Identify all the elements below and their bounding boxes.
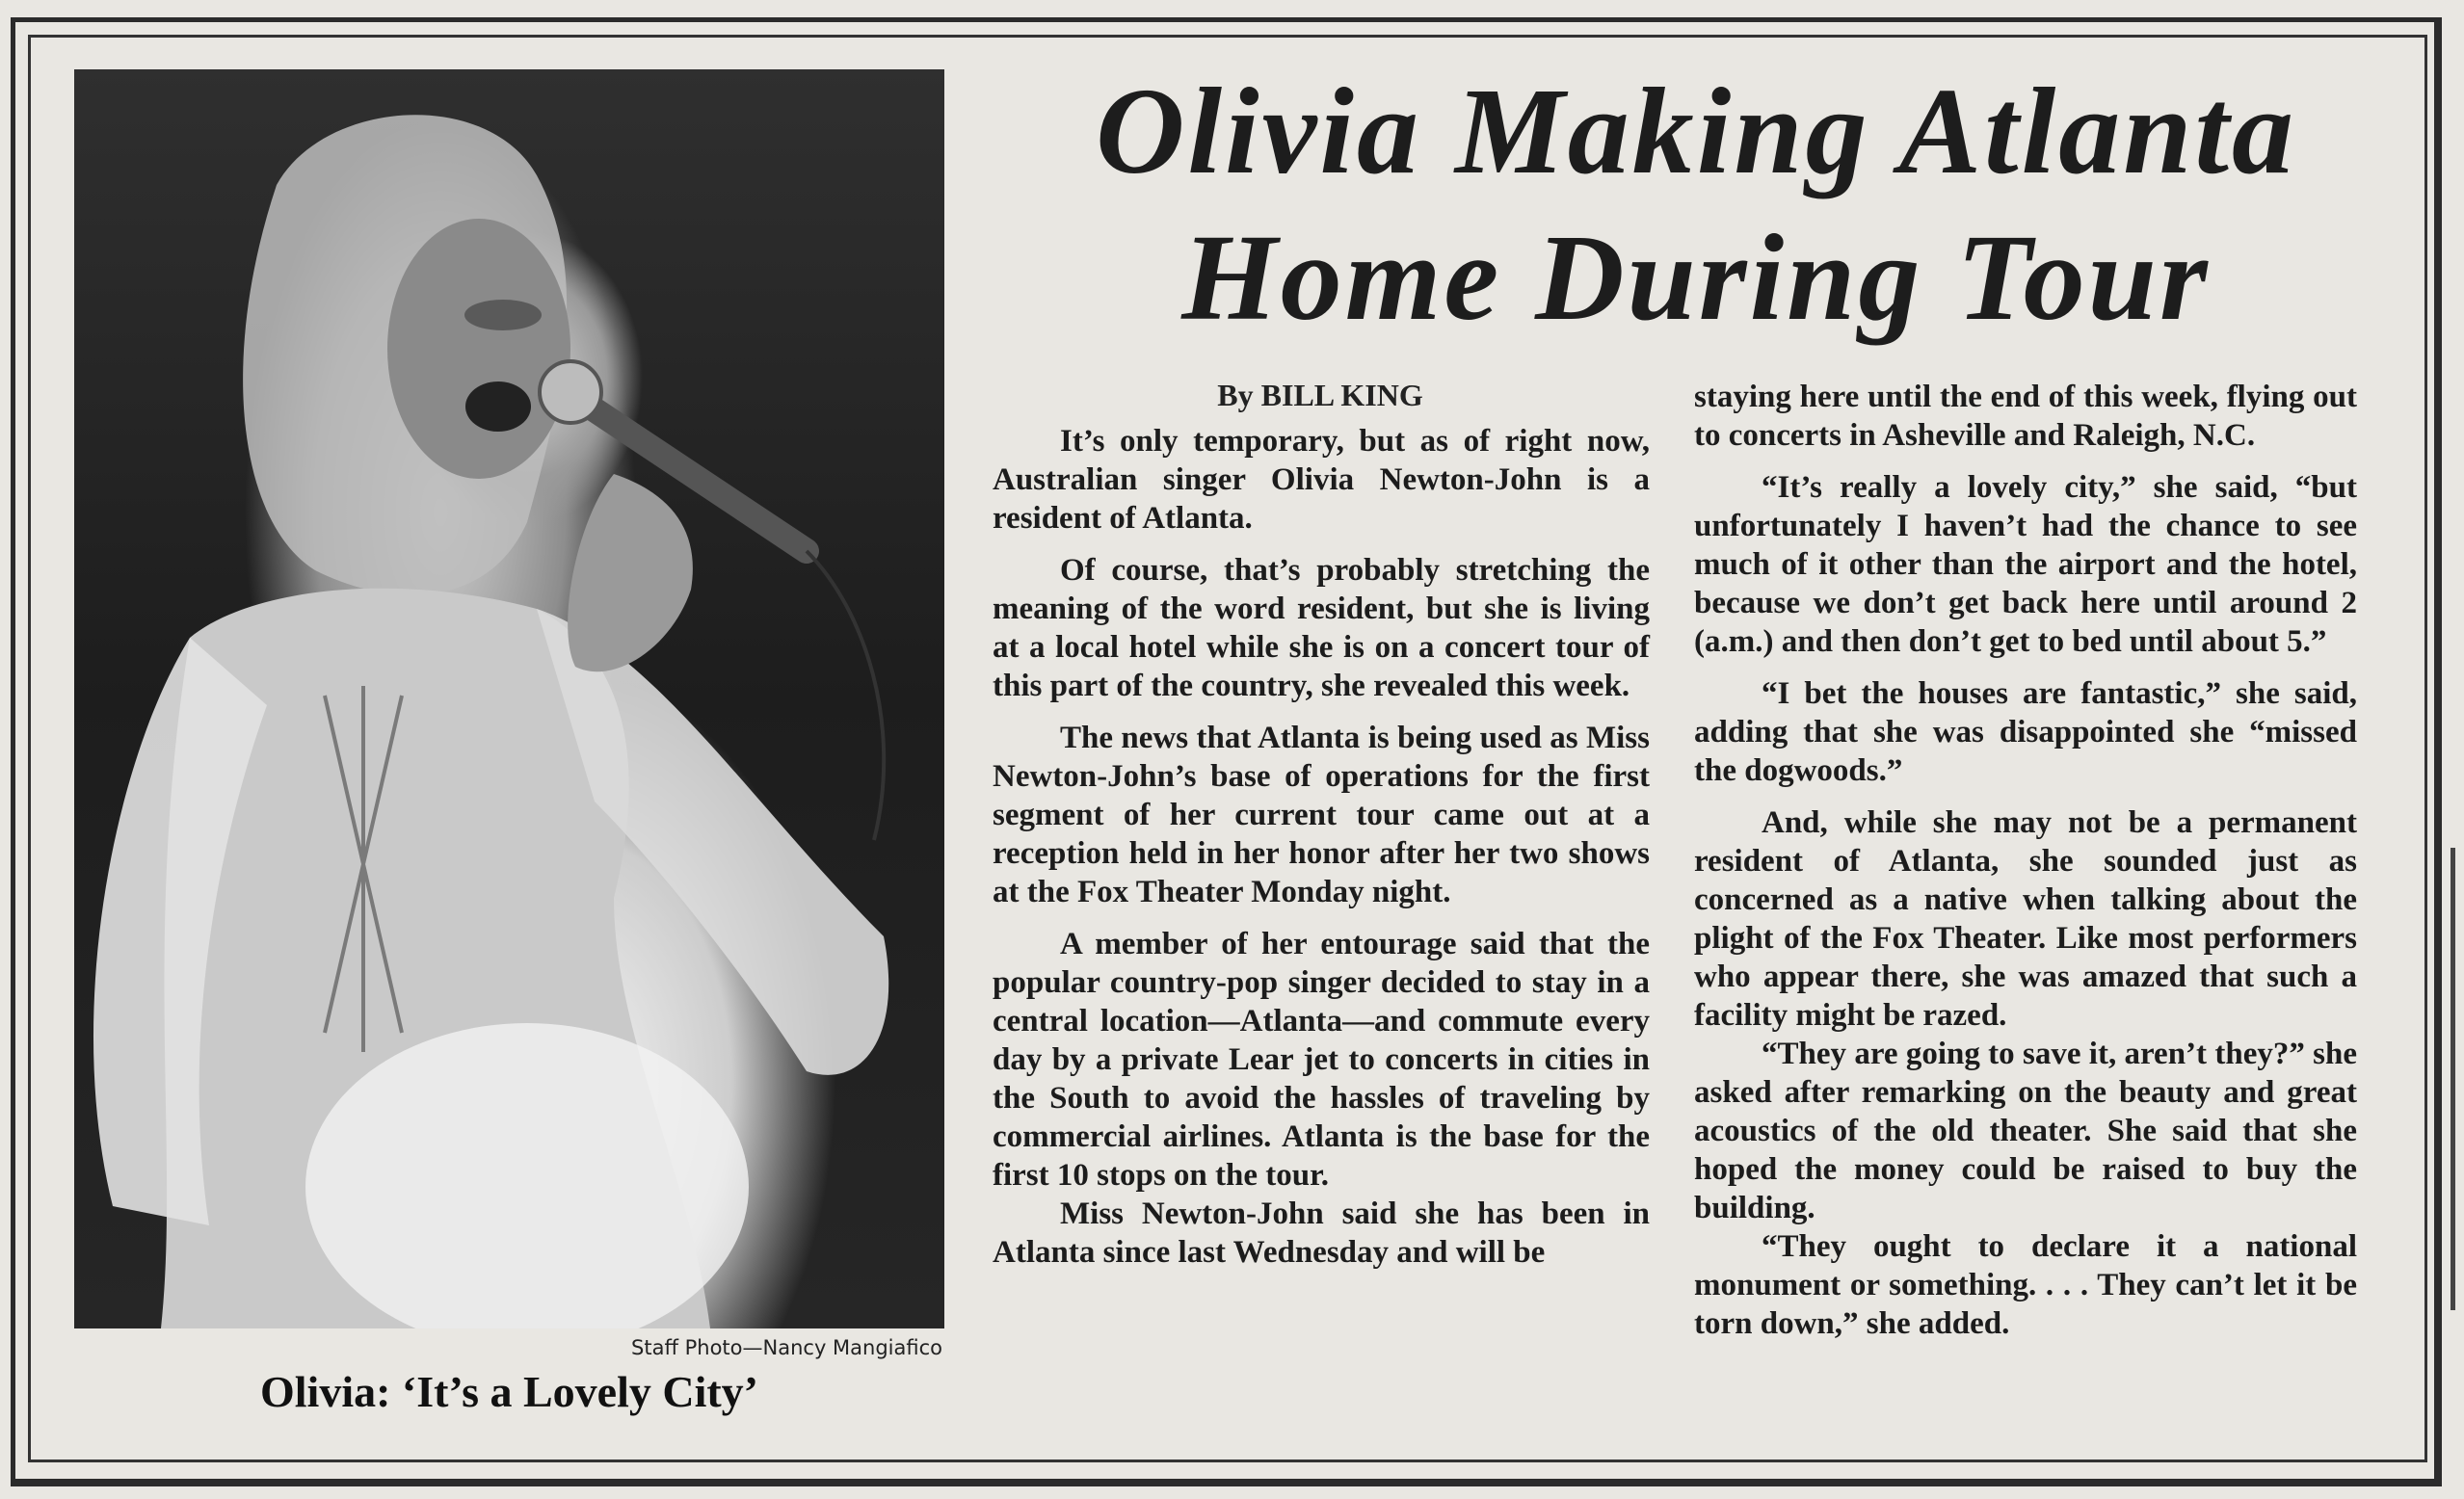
photo-olivia-singing — [74, 69, 944, 1328]
headline-line-2: Home During Tour — [1181, 209, 2211, 346]
photo-caption: Olivia: ‘It’s a Lovely City’ — [259, 1367, 758, 1416]
photo-credit: Staff Photo—Nancy Mangiafico — [631, 1336, 942, 1359]
edge-rule — [2451, 848, 2455, 1310]
paragraph: A member of her entourage said that the popular country-pop singer decided to stay in a central location—Atlanta—and commute every day by a private Lear jet to concerts in cities in the South to avoid the hassles of traveling by commercial airlines. Atlanta is the base for the first 10 stops on the tour. — [993, 927, 1650, 1193]
paragraph: Of course, that’s probably stretching the meaning of the word resident, but she is living at a local hotel while she is on a concert tour of this part of the country, she revealed this week. — [993, 553, 1650, 703]
headline — [973, 58, 2419, 351]
paragraph: “It’s really a lovely city,” she said, “but unfortunately I haven’t had the chance to see much of it other than the airport and the hotel, because we don’t get back here until around 2 (a.m.) and then don’t get to bed until about 5.” — [1694, 470, 2357, 659]
paragraph: “I bet the houses are fantastic,” she said, adding that she was disappointed she “missed the dogwoods.” — [1694, 676, 2357, 788]
paragraph: The news that Atlanta is being used as Miss Newton-John’s base of operations for the first segment of her current tour came out at a reception held in her honor after her two shows at the Fox Theater Monday night. — [993, 721, 1650, 909]
headline-line-1: Olivia Making Atlanta — [1096, 63, 2296, 199]
byline: By BILL KING — [1217, 378, 1423, 412]
paragraph: It’s only temporary, but as of right now, Australian singer Olivia Newton-John is a resident of Atlanta. — [993, 424, 1650, 536]
paragraph: staying here until the end of this week, flying out to concerts in Asheville and Raleigh, N.C. — [1694, 380, 2357, 453]
paragraph: “They ought to declare it a national monument or something. . . . They can’t let it be torn down,” she added. — [1694, 1229, 2357, 1341]
paragraph: “They are going to save it, aren’t they?” she asked after remarking on the beauty and great acoustics of the old theater. She said that she hoped the money could be raised to buy the building. — [1694, 1037, 2357, 1225]
photo-illustration — [74, 69, 944, 1328]
paragraph: And, while she may not be a permanent resident of Atlanta, she sounded just as concerned as a native when talking about the plight of the Fox Theater. Like most performers who appear there, she was amazed that such a facility might be razed. — [1694, 805, 2357, 1033]
article-column-2 — [1694, 378, 2357, 1356]
article-column-1 — [993, 422, 1650, 1285]
paragraph: Miss Newton-John said she has been in Atlanta since last Wednesday and will be — [993, 1197, 1650, 1270]
